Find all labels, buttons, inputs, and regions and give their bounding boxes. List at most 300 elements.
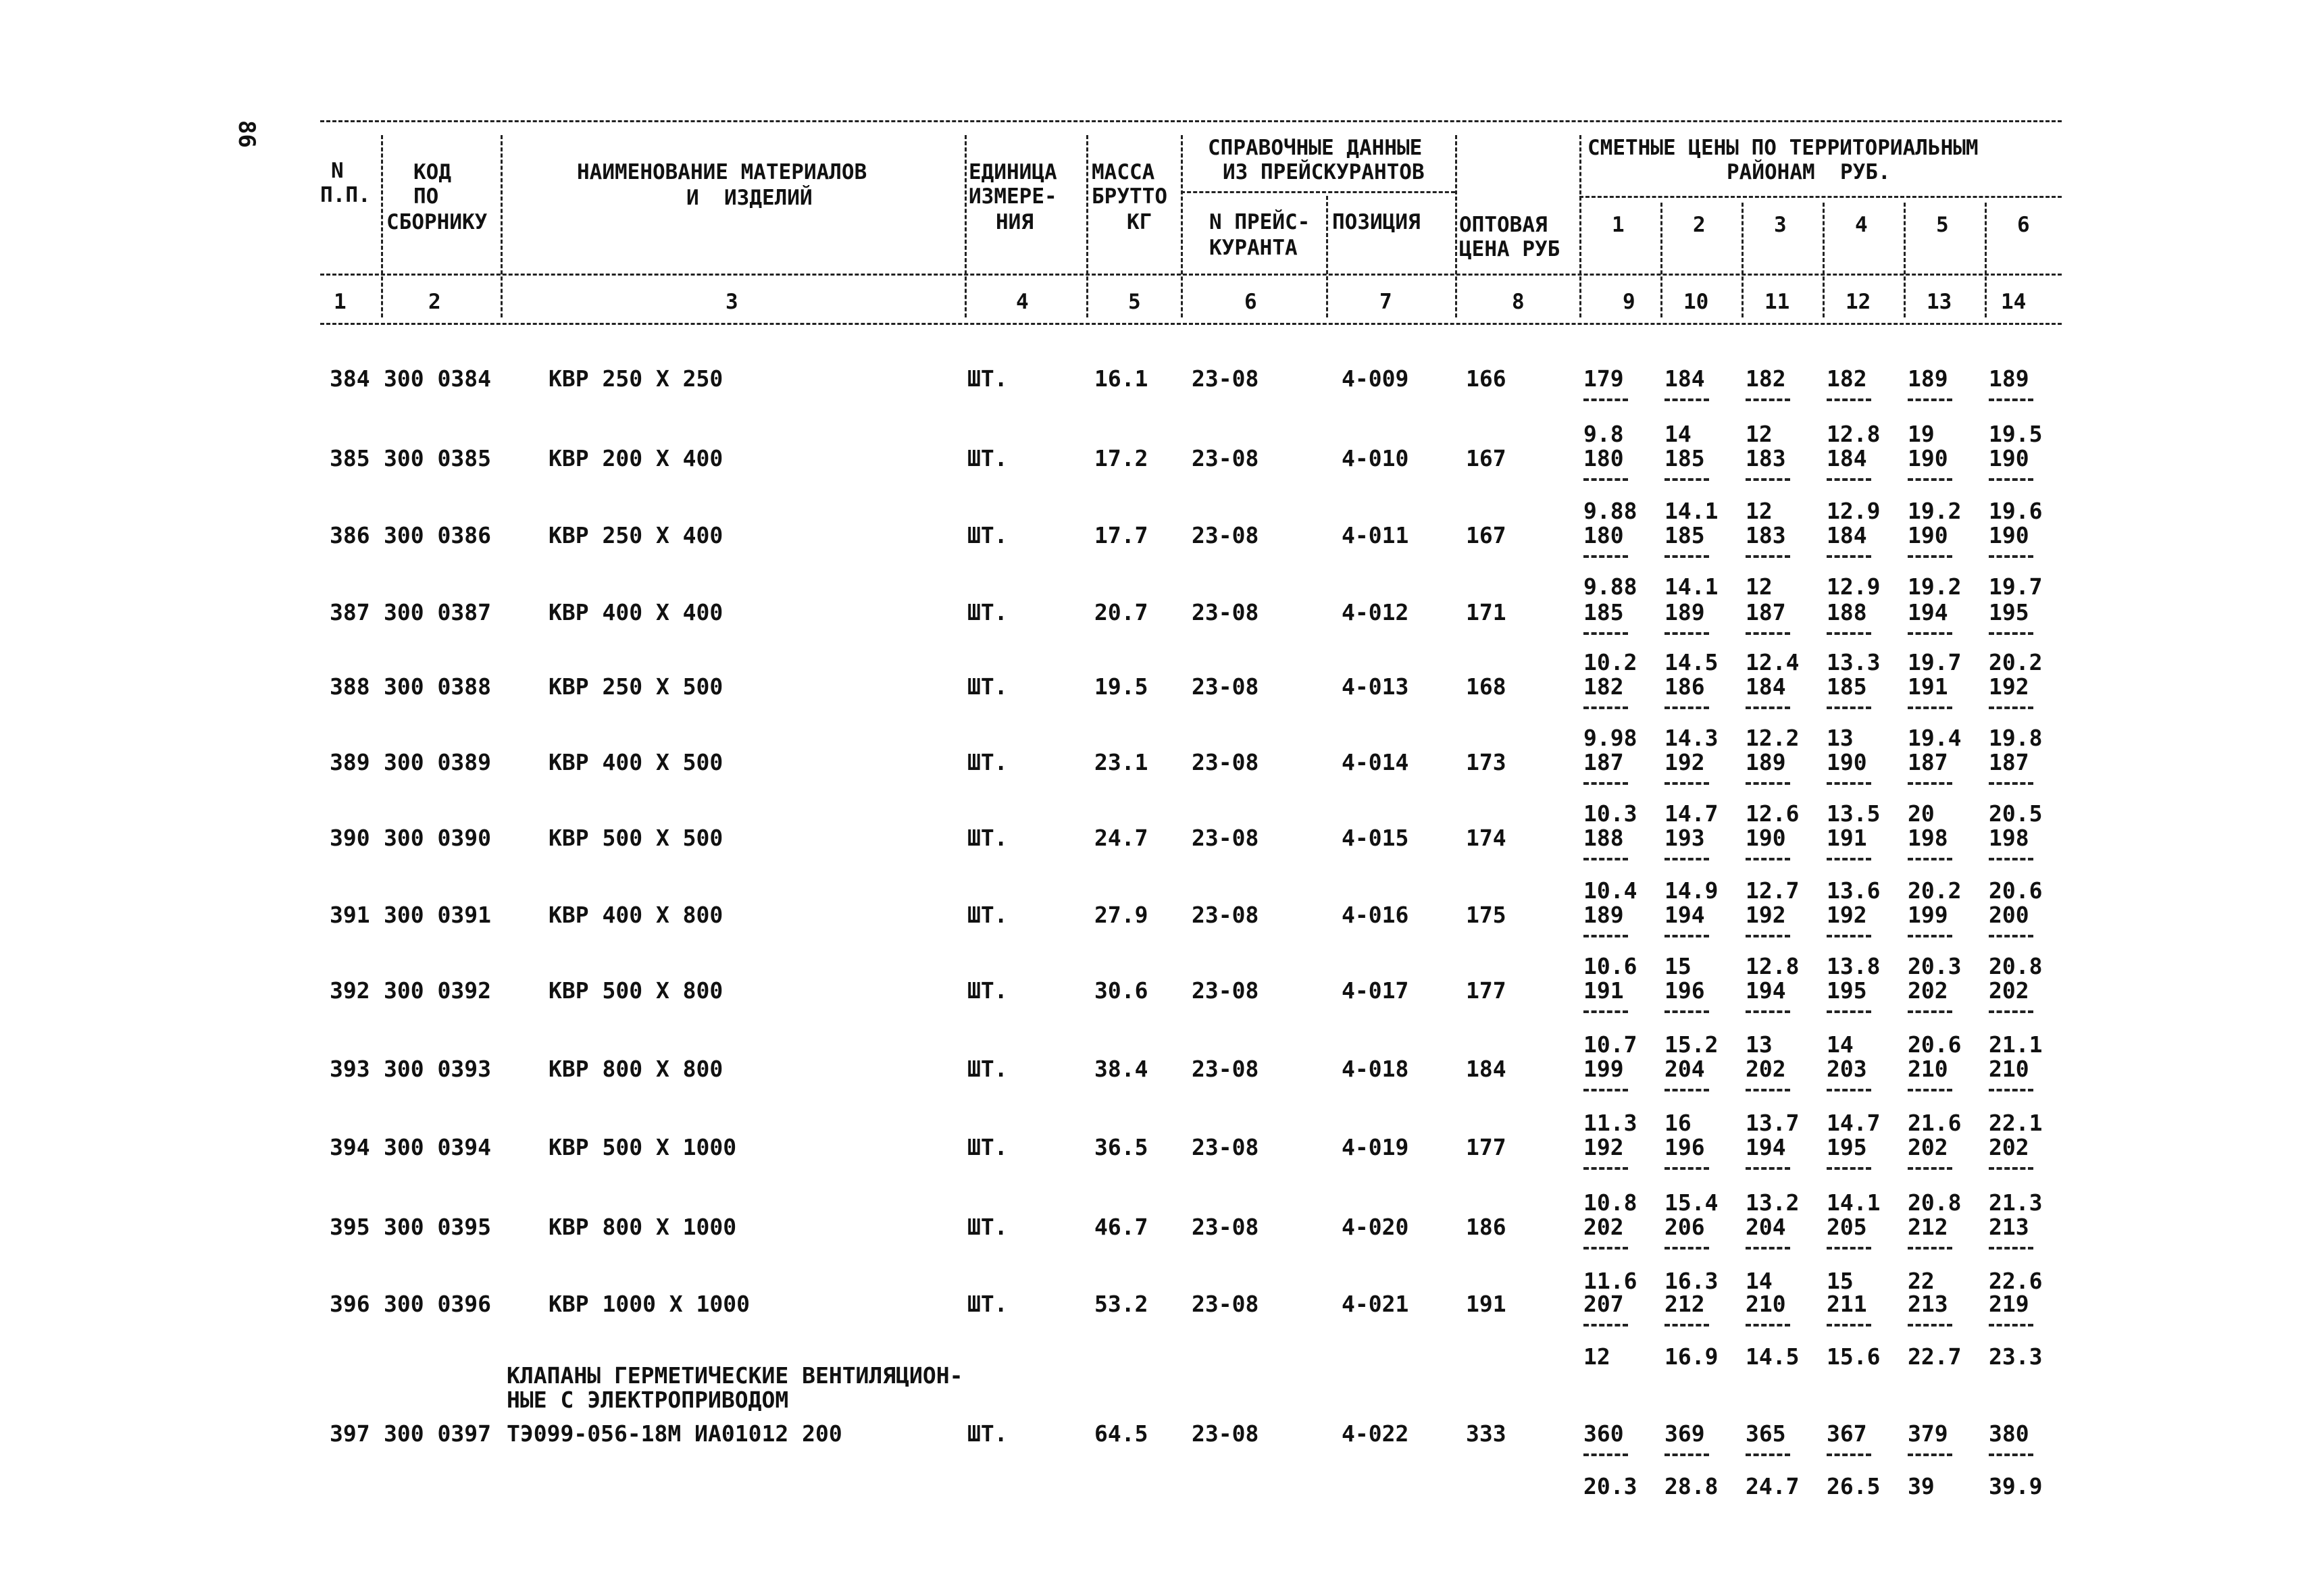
region-transport-6: 20.6 [1989, 877, 2043, 904]
region-transport-3: 12 [1746, 573, 1773, 600]
region-price-3: 204 [1746, 1214, 1786, 1240]
region-transport-1: 20.3 [1583, 1473, 1637, 1499]
row-mass: 64.5 [1094, 1420, 1148, 1447]
row-pricelist: 23-08 [1192, 1291, 1259, 1317]
fraction-rule [1664, 1324, 1709, 1327]
region-price-5: 199 [1908, 902, 1948, 928]
region-transport-2: 15.2 [1664, 1031, 1719, 1058]
row-mass: 17.2 [1094, 445, 1148, 471]
row-wholesale-price: 174 [1466, 825, 1506, 851]
fraction-rule [1746, 706, 1790, 709]
region-transport-4: 12.9 [1827, 498, 1881, 524]
fraction-rule [1827, 706, 1871, 709]
fraction-rule [1989, 632, 2033, 635]
region-transport-5: 19.2 [1908, 498, 1962, 524]
row-name: КВР 500 X 500 [549, 825, 723, 851]
fraction-rule [1827, 858, 1871, 860]
row-pricelist: 23-08 [1192, 1056, 1259, 1082]
fraction-rule [1827, 1453, 1871, 1456]
region-price-2: 204 [1664, 1056, 1705, 1082]
row-code: 300 0391 [384, 902, 491, 928]
row-unit: ШТ. [967, 1056, 1008, 1082]
row-unit: ШТ. [967, 1420, 1008, 1447]
row-position: 4-020 [1342, 1214, 1409, 1240]
region-transport-1: 10.8 [1583, 1189, 1637, 1216]
row-code: 300 0395 [384, 1214, 491, 1240]
region-price-3: 183 [1746, 445, 1786, 471]
header-top-rule [320, 120, 2062, 122]
fraction-rule [1908, 398, 1952, 401]
region-price-5: 212 [1908, 1214, 1948, 1240]
region-transport-3: 12.8 [1746, 953, 1800, 979]
region-price-1: 180 [1583, 445, 1624, 471]
region-price-5: 202 [1908, 1134, 1948, 1160]
row-code: 300 0386 [384, 522, 491, 548]
region-price-5: 379 [1908, 1420, 1948, 1447]
row-wholesale-price: 171 [1466, 599, 1506, 625]
row-code: 300 0385 [384, 445, 491, 471]
region-transport-6: 22.6 [1989, 1268, 2043, 1294]
fraction-rule [1827, 782, 1871, 785]
row-mass: 20.7 [1094, 599, 1148, 625]
region-price-1: 189 [1583, 902, 1624, 928]
region-price-3: 184 [1746, 673, 1786, 700]
row-pricelist: 23-08 [1192, 1134, 1259, 1160]
row-unit: ШТ. [967, 599, 1008, 625]
region-transport-3: 12 [1746, 498, 1773, 524]
row-code: 300 0390 [384, 825, 491, 851]
region-price-4: 192 [1827, 902, 1867, 928]
region-transport-2: 15.4 [1664, 1189, 1719, 1216]
fraction-rule [1746, 1089, 1790, 1091]
row-number: 386 [330, 522, 370, 548]
region-transport-4: 13 [1827, 725, 1854, 751]
row-wholesale-price: 173 [1466, 749, 1506, 775]
row-unit: ШТ. [967, 749, 1008, 775]
fraction-rule [1746, 782, 1790, 785]
region-transport-4: 14.7 [1827, 1110, 1881, 1136]
row-unit: ШТ. [967, 902, 1008, 928]
row-unit: ШТ. [967, 977, 1008, 1004]
fraction-rule [1989, 1167, 2033, 1170]
region-transport-2: 16.9 [1664, 1343, 1719, 1370]
region-price-1: 192 [1583, 1134, 1624, 1160]
region-transport-2: 14.7 [1664, 800, 1719, 827]
region-transport-4: 15.6 [1827, 1343, 1881, 1370]
fraction-rule [1989, 706, 2033, 709]
region-transport-1: 9.8 [1583, 421, 1624, 447]
fraction-rule [1827, 632, 1871, 635]
row-unit: ШТ. [967, 1291, 1008, 1317]
row-mass: 30.6 [1094, 977, 1148, 1004]
fraction-rule [1827, 555, 1871, 558]
region-price-2: 193 [1664, 825, 1705, 851]
row-position: 4-018 [1342, 1056, 1409, 1082]
fraction-rule [1583, 782, 1628, 785]
region-price-4: 205 [1827, 1214, 1867, 1240]
region-price-3: 194 [1746, 1134, 1786, 1160]
fraction-rule [1583, 1089, 1628, 1091]
region-transport-4: 12.9 [1827, 573, 1881, 600]
region-transport-5: 19.2 [1908, 573, 1962, 600]
row-name: КВР 200 X 400 [549, 445, 723, 471]
row-unit: ШТ. [967, 522, 1008, 548]
row-number: 392 [330, 977, 370, 1004]
fraction-rule [1583, 1453, 1628, 1456]
region-transport-5: 20.6 [1908, 1031, 1962, 1058]
fraction-rule [1583, 935, 1628, 937]
region-transport-6: 20.2 [1989, 649, 2043, 675]
region-price-3: 192 [1746, 902, 1786, 928]
row-position: 4-012 [1342, 599, 1409, 625]
row-position: 4-016 [1342, 902, 1409, 928]
region-transport-3: 13.2 [1746, 1189, 1800, 1216]
row-pricelist: 23-08 [1192, 749, 1259, 775]
row-name: ТЭ099-056-18М ИА01012 200 [507, 1420, 842, 1447]
fraction-rule [1908, 1453, 1952, 1456]
region-price-2: 192 [1664, 749, 1705, 775]
row-mass: 27.9 [1094, 902, 1148, 928]
region-transport-2: 14 [1664, 421, 1692, 447]
row-mass: 23.1 [1094, 749, 1148, 775]
region-price-6: 210 [1989, 1056, 2029, 1082]
region-price-5: 210 [1908, 1056, 1948, 1082]
row-unit: ШТ. [967, 673, 1008, 700]
region-price-5: 194 [1908, 599, 1948, 625]
fraction-rule [1908, 1324, 1952, 1327]
row-name: КВР 1000 X 1000 [549, 1291, 751, 1317]
fraction-rule [1989, 1324, 2033, 1327]
row-unit: ШТ. [967, 445, 1008, 471]
region-transport-1: 10.4 [1583, 877, 1637, 904]
fraction-rule [1583, 1167, 1628, 1170]
region-price-6: 189 [1989, 365, 2029, 392]
region-transport-1: 10.3 [1583, 800, 1637, 827]
fraction-rule [1746, 1453, 1790, 1456]
fraction-rule [1746, 478, 1790, 481]
fraction-rule [1746, 1247, 1790, 1250]
region-price-1: 191 [1583, 977, 1624, 1004]
region-transport-5: 19.4 [1908, 725, 1962, 751]
region-price-6: 213 [1989, 1214, 2029, 1240]
row-wholesale-price: 333 [1466, 1420, 1506, 1447]
row-mass: 17.7 [1094, 522, 1148, 548]
region-transport-6: 19.7 [1989, 573, 2043, 600]
fraction-rule [1664, 1453, 1709, 1456]
row-position: 4-010 [1342, 445, 1409, 471]
fraction-rule [1827, 1010, 1871, 1013]
row-wholesale-price: 186 [1466, 1214, 1506, 1240]
row-number: 391 [330, 902, 370, 928]
row-number: 395 [330, 1214, 370, 1240]
fraction-rule [1989, 1247, 2033, 1250]
row-number: 387 [330, 599, 370, 625]
fraction-rule [1827, 1089, 1871, 1091]
region-price-5: 191 [1908, 673, 1948, 700]
region-transport-1: 9.98 [1583, 725, 1637, 751]
row-wholesale-price: 166 [1466, 365, 1506, 392]
row-name: КВР 250 X 500 [549, 673, 723, 700]
region-transport-5: 21.6 [1908, 1110, 1962, 1136]
fraction-rule [1664, 478, 1709, 481]
region-price-5: 187 [1908, 749, 1948, 775]
row-position: 4-017 [1342, 977, 1409, 1004]
fraction-rule [1827, 478, 1871, 481]
region-price-6: 190 [1989, 522, 2029, 548]
row-unit: ШТ. [967, 1134, 1008, 1160]
region-transport-2: 16.3 [1664, 1268, 1719, 1294]
row-position: 4-011 [1342, 522, 1409, 548]
region-transport-3: 14 [1746, 1268, 1773, 1294]
row-code: 300 0392 [384, 977, 491, 1004]
region-price-6: 380 [1989, 1420, 2029, 1447]
fraction-rule [1908, 858, 1952, 860]
row-unit: ШТ. [967, 365, 1008, 392]
row-wholesale-price: 177 [1466, 977, 1506, 1004]
region-price-3: 183 [1746, 522, 1786, 548]
region-price-1: 185 [1583, 599, 1624, 625]
row-code: 300 0389 [384, 749, 491, 775]
region-transport-6: 39.9 [1989, 1473, 2043, 1499]
fraction-rule [1989, 1453, 2033, 1456]
row-pricelist: 23-08 [1192, 977, 1259, 1004]
fraction-rule [1827, 1247, 1871, 1250]
region-transport-6: 23.3 [1989, 1343, 2043, 1370]
row-number: 390 [330, 825, 370, 851]
fraction-rule [1827, 935, 1871, 937]
row-position: 4-021 [1342, 1291, 1409, 1317]
region-transport-5: 22.7 [1908, 1343, 1962, 1370]
region-price-3: 182 [1746, 365, 1786, 392]
region-transport-4: 13.5 [1827, 800, 1881, 827]
fraction-rule [1583, 706, 1628, 709]
row-wholesale-price: 167 [1466, 522, 1506, 548]
region-price-1: 182 [1583, 673, 1624, 700]
row-code: 300 0397 [384, 1420, 491, 1447]
row-name: КВР 400 X 500 [549, 749, 723, 775]
row-number: 388 [330, 673, 370, 700]
fraction-rule [1746, 632, 1790, 635]
region-price-6: 219 [1989, 1291, 2029, 1317]
row-position: 4-015 [1342, 825, 1409, 851]
region-price-3: 187 [1746, 599, 1786, 625]
region-price-2: 194 [1664, 902, 1705, 928]
region-transport-4: 12.8 [1827, 421, 1881, 447]
region-transport-4: 15 [1827, 1268, 1854, 1294]
region-transport-3: 13.7 [1746, 1110, 1800, 1136]
row-position: 4-014 [1342, 749, 1409, 775]
fraction-rule [1908, 555, 1952, 558]
region-transport-1: 11.3 [1583, 1110, 1637, 1136]
region-transport-6: 19.6 [1989, 498, 2043, 524]
region-transport-5: 22 [1908, 1268, 1935, 1294]
region-transport-5: 20 [1908, 800, 1935, 827]
region-transport-1: 9.88 [1583, 573, 1637, 600]
region-transport-4: 13.6 [1827, 877, 1881, 904]
region-price-3: 210 [1746, 1291, 1786, 1317]
row-mass: 19.5 [1094, 673, 1148, 700]
fraction-rule [1908, 632, 1952, 635]
region-price-2: 185 [1664, 445, 1705, 471]
row-pricelist: 23-08 [1192, 445, 1259, 471]
region-price-4: 190 [1827, 749, 1867, 775]
fraction-rule [1664, 935, 1709, 937]
row-wholesale-price: 167 [1466, 445, 1506, 471]
region-transport-1: 10.2 [1583, 649, 1637, 675]
row-pricelist: 23-08 [1192, 1214, 1259, 1240]
fraction-rule [1827, 1324, 1871, 1327]
region-transport-6: 21.3 [1989, 1189, 2043, 1216]
region-transport-2: 14.9 [1664, 877, 1719, 904]
region-transport-6: 21.1 [1989, 1031, 2043, 1058]
fraction-rule [1664, 782, 1709, 785]
region-price-4: 211 [1827, 1291, 1867, 1317]
fraction-rule [1827, 1167, 1871, 1170]
region-transport-3: 12.4 [1746, 649, 1800, 675]
region-price-6: 192 [1989, 673, 2029, 700]
region-price-2: 185 [1664, 522, 1705, 548]
region-transport-1: 11.6 [1583, 1268, 1637, 1294]
region-price-6: 195 [1989, 599, 2029, 625]
region-transport-6: 22.1 [1989, 1110, 2043, 1136]
region-price-6: 202 [1989, 977, 2029, 1004]
region-price-6: 200 [1989, 902, 2029, 928]
region-transport-4: 26.5 [1827, 1473, 1881, 1499]
region-transport-2: 14.5 [1664, 649, 1719, 675]
fraction-rule [1746, 935, 1790, 937]
region-price-2: 186 [1664, 673, 1705, 700]
row-number: 393 [330, 1056, 370, 1082]
region-price-2: 196 [1664, 1134, 1705, 1160]
region-transport-2: 15 [1664, 953, 1692, 979]
fraction-rule [1827, 398, 1871, 401]
fraction-rule [1746, 858, 1790, 860]
region-price-5: 213 [1908, 1291, 1948, 1317]
region-transport-6: 20.8 [1989, 953, 2043, 979]
region-transport-3: 12.7 [1746, 877, 1800, 904]
region-transport-3: 13 [1746, 1031, 1773, 1058]
row-position: 4-019 [1342, 1134, 1409, 1160]
region-price-5: 190 [1908, 522, 1948, 548]
fraction-rule [1664, 1089, 1709, 1091]
row-pricelist: 23-08 [1192, 365, 1259, 392]
region-price-2: 206 [1664, 1214, 1705, 1240]
row-number: 389 [330, 749, 370, 775]
region-transport-3: 14.5 [1746, 1343, 1800, 1370]
row-mass: 24.7 [1094, 825, 1148, 851]
row-name: КВР 250 X 400 [549, 522, 723, 548]
region-price-1: 199 [1583, 1056, 1624, 1082]
region-price-2: 196 [1664, 977, 1705, 1004]
region-price-1: 180 [1583, 522, 1624, 548]
row-number: 394 [330, 1134, 370, 1160]
fraction-rule [1989, 935, 2033, 937]
region-price-1: 207 [1583, 1291, 1624, 1317]
row-unit: ШТ. [967, 1214, 1008, 1240]
row-mass: 46.7 [1094, 1214, 1148, 1240]
region-transport-2: 14.1 [1664, 498, 1719, 524]
region-price-4: 184 [1827, 445, 1867, 471]
fraction-rule [1989, 555, 2033, 558]
row-code: 300 0388 [384, 673, 491, 700]
row-code: 300 0396 [384, 1291, 491, 1317]
region-transport-3: 12.6 [1746, 800, 1800, 827]
fraction-rule [1583, 632, 1628, 635]
region-transport-4: 14 [1827, 1031, 1854, 1058]
region-price-2: 212 [1664, 1291, 1705, 1317]
row-mass: 38.4 [1094, 1056, 1148, 1082]
region-transport-2: 14.3 [1664, 725, 1719, 751]
row-wholesale-price: 175 [1466, 902, 1506, 928]
row-position: 4-013 [1342, 673, 1409, 700]
header-sub-rule [320, 274, 2062, 276]
fraction-rule [1908, 935, 1952, 937]
region-transport-3: 12 [1746, 421, 1773, 447]
region-price-2: 184 [1664, 365, 1705, 392]
region-price-5: 190 [1908, 445, 1948, 471]
fraction-rule [1908, 1167, 1952, 1170]
row-wholesale-price: 184 [1466, 1056, 1506, 1082]
fraction-rule [1908, 706, 1952, 709]
row-pricelist: 23-08 [1192, 825, 1259, 851]
region-price-2: 369 [1664, 1420, 1705, 1447]
fraction-rule [1664, 1167, 1709, 1170]
region-transport-1: 12 [1583, 1343, 1610, 1370]
region-price-6: 198 [1989, 825, 2029, 851]
fraction-rule [1746, 1167, 1790, 1170]
fraction-rule [1583, 1247, 1628, 1250]
region-price-4: 191 [1827, 825, 1867, 851]
row-name: КВР 500 X 1000 [549, 1134, 737, 1160]
region-transport-5: 20.8 [1908, 1189, 1962, 1216]
region-price-4: 188 [1827, 599, 1867, 625]
region-transport-2: 14.1 [1664, 573, 1719, 600]
fraction-rule [1989, 398, 2033, 401]
inner-rule-ref [1181, 191, 1455, 193]
region-price-1: 360 [1583, 1420, 1624, 1447]
region-transport-3: 12.2 [1746, 725, 1800, 751]
fraction-rule [1583, 1010, 1628, 1013]
region-price-4: 184 [1827, 522, 1867, 548]
region-price-3: 190 [1746, 825, 1786, 851]
region-transport-4: 13.3 [1827, 649, 1881, 675]
fraction-rule [1908, 782, 1952, 785]
region-price-2: 189 [1664, 599, 1705, 625]
fraction-rule [1989, 858, 2033, 860]
fraction-rule [1746, 1010, 1790, 1013]
region-transport-1: 10.6 [1583, 953, 1637, 979]
row-wholesale-price: 168 [1466, 673, 1506, 700]
region-price-3: 365 [1746, 1420, 1786, 1447]
region-price-4: 195 [1827, 1134, 1867, 1160]
region-price-5: 189 [1908, 365, 1948, 392]
region-price-5: 198 [1908, 825, 1948, 851]
row-name: КВР 250 X 250 [549, 365, 723, 392]
fraction-rule [1989, 1089, 2033, 1091]
region-price-3: 189 [1746, 749, 1786, 775]
fraction-rule [1664, 1010, 1709, 1013]
region-transport-5: 19.7 [1908, 649, 1962, 675]
region-transport-3: 24.7 [1746, 1473, 1800, 1499]
fraction-rule [1746, 555, 1790, 558]
row-pricelist: 23-08 [1192, 902, 1259, 928]
region-transport-5: 19 [1908, 421, 1935, 447]
fraction-rule [1664, 632, 1709, 635]
region-price-1: 202 [1583, 1214, 1624, 1240]
region-transport-5: 20.3 [1908, 953, 1962, 979]
row-pricelist: 23-08 [1192, 1420, 1259, 1447]
fraction-rule [1746, 1324, 1790, 1327]
